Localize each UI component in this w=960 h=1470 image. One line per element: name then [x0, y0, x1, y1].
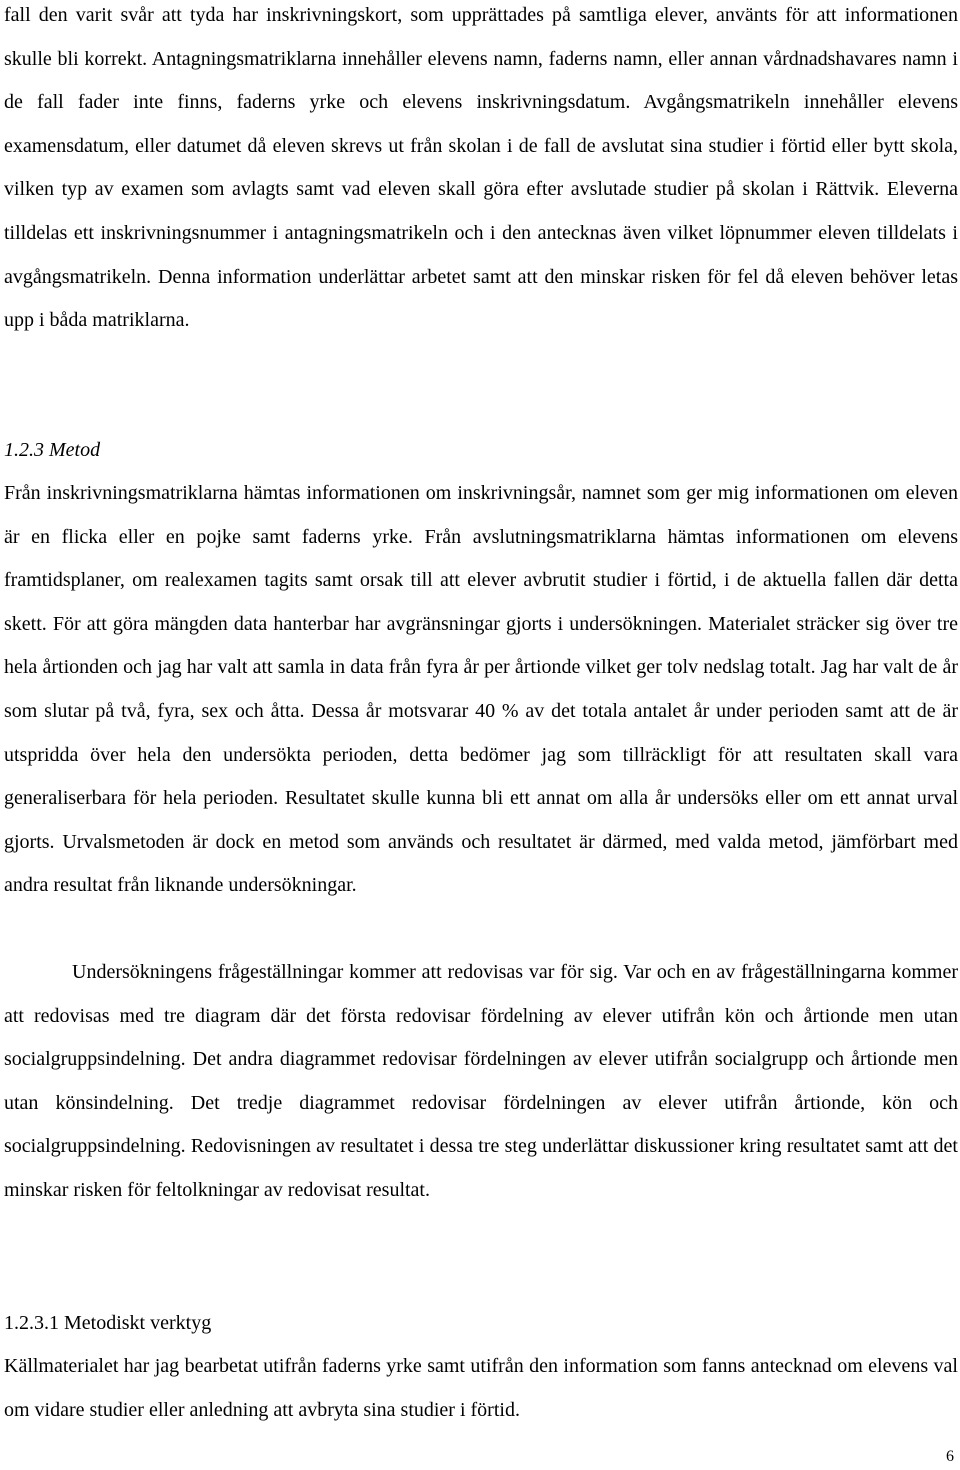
- page-number: 6: [946, 1448, 954, 1465]
- body-paragraph-fragestallningar-text: Undersökningens frågeställningar kommer att redovisas var för sig. Var och en av frågeställningarna kommer att redovisas med tre diagram där det första redovisar fördelning av elever utifrån kön och årtionde men utan socialgruppsindelning. Det andra diagrammet redovisar fördelningen av elever utifrån socialgrupp och årtionde men utan könsindelning. Det tredje diagrammet redovisar fördelningen av elever utifrån årtionde, kön och socialgruppsindelning. Redovisningen av resultatet i dessa tre steg underlättar diskussioner kring resultatet samt att det minskar risken för feltolkningar av redovisat resultat.: [4, 961, 958, 1201]
- section-heading-metod: 1.2.3 Metod: [4, 439, 101, 461]
- body-paragraph-fragestallningar: [4, 951, 958, 1213]
- body-paragraph-sources: fall den varit svår att tyda har inskrivningskort, som upprättades på samtliga elever, använts för att informationen skulle bli korrekt. Antagningsmatriklarna innehåller elevens namn, faderns namn, eller annan vårdnadshavares namn i de fall fader inte finns, faderns yrke och elevens inskrivningsdatum. Avgångsmatrikeln innehåller elevens examensdatum, eller datumet då eleven skrevs ut från skolan i de fall de avslutat sina studier i förtid eller bytt skola, vilken typ av examen som avlagts samt vad eleven skall göra efter avslutade studier på skolan i Rättvik. Eleverna tilldelas ett inskrivningsnummer i antagningsmatrikeln och i den antecknas även vilket löpnummer eleven tilldelats i avgångsmatrikeln. Denna information underlättar arbetet samt att den minskar risken för fel då eleven behöver letas upp i båda matriklarna.: [4, 4, 958, 332]
- body-paragraph-metod: Från inskrivningsmatriklarna hämtas informationen om inskrivningsår, namnet som ger mig informationen om eleven är en flicka eller en pojke samt faderns yrke. Från avslutningsmatriklarna hämtas informationen om elevens framtidsplaner, om realexamen tagits samt orsak till att elever avbrutit studier i förtid, i de aktuella fallen där detta skett. För att göra mängden data hanterbar har avgränsningar gjorts i undersökningen. Materialet sträcker sig över tre hela årtionden och jag har valt att samla in data från fyra år per årtionde vilket ger tolv nedslag totalt. Jag har valt de år som slutar på två, fyra, sex och åtta. Dessa år motsvarar 40 % av det totala antalet år under perioden samt att de är utspridda över hela den undersökta perioden, detta bedömer jag som tillräckligt för att resultaten skall vara generaliserbara för hela perioden. Resultatet skulle kunna bli ett annat om alla år undersöks eller om ett annat urval gjorts. Urvalsmetoden är dock en metod som används och resultatet är därmed, med valda metod, jämförbart med andra resultat från liknande undersökningar.: [4, 482, 958, 897]
- body-paragraph-verktyg: Källmaterialet har jag bearbetat utifrån faderns yrke samt utifrån den information som fanns antecknad om elevens val om vidare studier eller anledning att avbryta sina studier i förtid.: [4, 1355, 958, 1421]
- section-heading-metodiskt-verktyg: 1.2.3.1 Metodiskt verktyg: [4, 1312, 212, 1334]
